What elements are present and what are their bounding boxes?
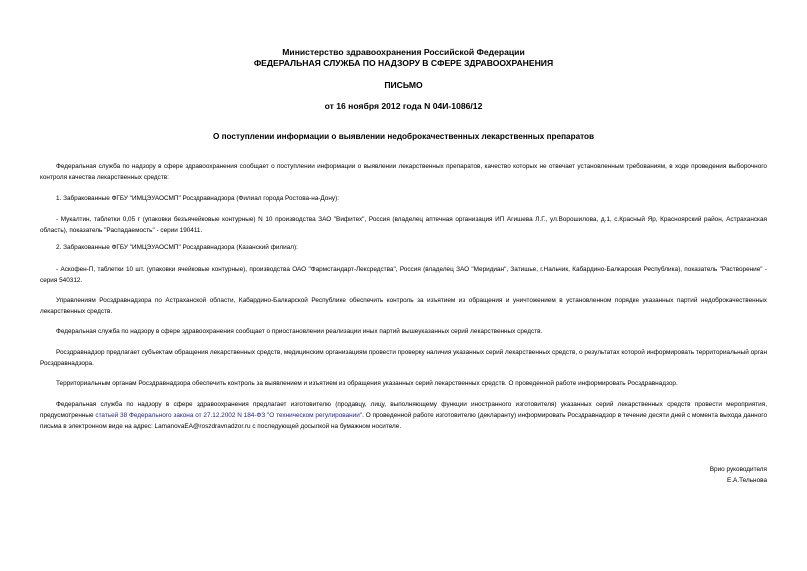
paragraph-item-1-detail: - Мукалтин, таблетки 0,05 г (упаковки безъячейковые контурные) N 10 производства ЗАО "Вифитех", Россия (владелец аптечная организация ИП Агишева Л.Г., ул.Ворошилова, д.1, с.Красный Яр, Красноярский район, Астраханская область), показатель "Распадаемость" - серии 190411. [40,216,767,234]
paragraph-inspection: Росздравнадзор предлагает субъектам обращения лекарственных средств, медицинским организациям провести проверку наличия указанных серий лекарственных средств, о результатах которой информировать территориальный орган Росздравнадзора. [40,349,767,367]
paragraph-territorial: Территориальным органам Росздравнадзора обеспечить контроль за выявлением и изъятием из обращения указанных серий лекарственных средств. О проведенной работе информировать Росздравнадзор. [56,380,678,387]
document-date-number: от 16 ноября 2012 года N 04И-1086/12 [324,101,483,111]
service-title: ФЕДЕРАЛЬНАЯ СЛУЖБА ПО НАДЗОРУ В СФЕРЕ ЗДРАВООХРАНЕНИЯ [253,58,554,68]
ministry-title: Министерство здравоохранения Российской Федерации [282,47,525,57]
paragraph-item-1: 1. Забракованные ФГБУ "ИМЦЭУАОСМП" Росздравнадзора (Филиал города Ростова-на-Дону): [56,195,339,202]
document-subject: О поступлении информации о выявлении недоброкачественных лекарственных препаратов [212,132,595,141]
paragraph-suspension: Федеральная служба по надзору в сфере здравоохранения сообщает о приостановлении реализации иных партий вышеуказанных серий лекарственных средств. [56,328,543,335]
signature-name: Е.А.Тельнова [727,477,767,484]
paragraph-control: Управлениям Росздравнадзора по Астраханской области, Кабардино-Балкарской Республике обеспечить контроль за изъятием из обращения и уничтожением в установленном порядке указанных партий недоброкачественных лекарственных средств. [40,297,767,315]
signature-position: Врио руководителя [709,466,767,473]
paragraph-manufacturer-end: . О проведенной работе изготовителю (декларанту) информировать Росздравнадзор в течение десяти дней с момента выхода данного письма в электронном виде на адрес: LamanovaEA@roszdravnadzor.ru с последующей досылкой на бумажном носителе. [40,412,767,430]
document-type: ПИСЬМО [384,80,423,90]
paragraph-intro: Федеральная служба по надзору в сфере здравоохранения сообщает о поступлении информации о выявлении лекарственных препаратов, качество которых не отвечает установленным требованиям, в ходе проведения выборочного контроля качества лекарственных средств: [40,163,767,181]
paragraph-item-2: 2. Забракованные ФГБУ "ИМЦЭУАОСМП" Росздравнадзора (Казанский филиал): [56,244,298,251]
paragraph-item-2-detail: - Аскофен-П, таблетки 10 шт. (упаковки ячейковые контурные), производства ОАО "Фармстандарт-Лексредства", Россия (владелец ЗАО "Меридиан", Затишье, г.Нальчик, Кабардино-Балкарская Республика), показатель "Растворение" - серия 540312. [40,266,767,284]
law-article-link[interactable]: статьей 38 Федерального закона от 27.12.2002 N 184-ФЗ "О техническом регулировании" [95,412,363,419]
paragraph-manufacturer-start: Федеральная служба по надзору в сфере здравоохранения предлагает изготовителю (продавцу, лицу, выполняющему функции иностранного изготовителя) указанных серий лекарственных средств провести мероприятия, предусмотренные [40,401,767,419]
paragraph-manufacturer [40,399,767,432]
